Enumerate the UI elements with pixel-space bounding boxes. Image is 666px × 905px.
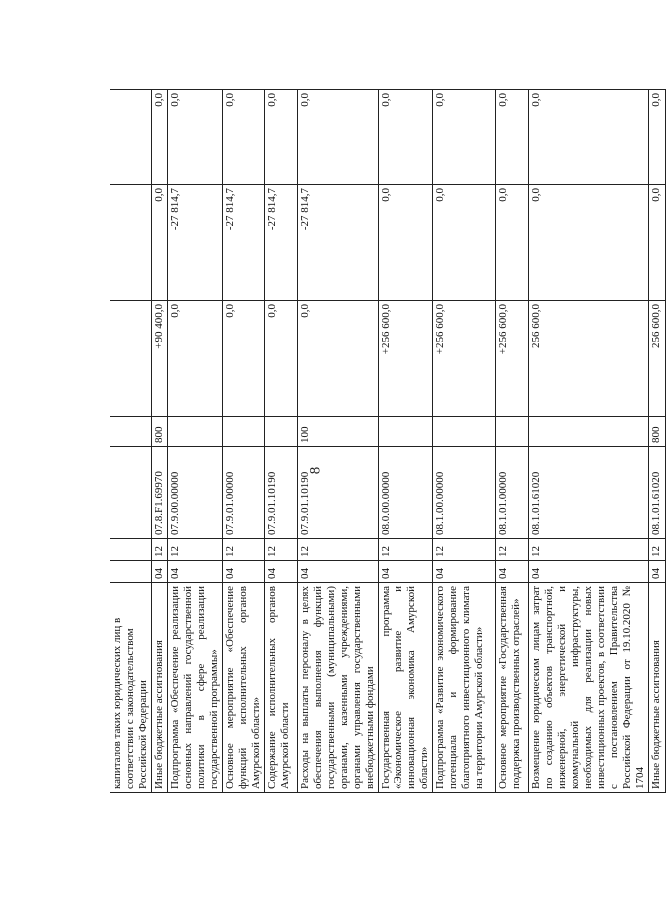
expense-type-code [264,417,297,447]
amount-column-3: 0,0 [496,90,529,185]
table-row [378,90,433,793]
amount-column-2: -27 814,7 [264,185,297,301]
target-article-code: 07.9.01.10190 [264,447,297,539]
table-row [222,90,264,793]
row-description: Подпрограмма «Развитие экономического потенциала и формирование благоприятного инвестиционного климата на территории Амурской области» [433,583,496,793]
subsection-code: 12 [378,539,433,561]
table-row [433,90,496,793]
amount-column-3: 0,0 [529,90,649,185]
amount-column-1: 256 600,0 [649,301,666,417]
target-article-code: 08.1.01.00000 [496,447,529,539]
expense-type-code [496,417,529,447]
row-description: Подпрограмма «Обеспечение реализации основных направлений государственной политики в сфере реализации государственной программы» [167,583,222,793]
row-description: Иные бюджетные ассигнования [649,583,666,793]
table-row [529,90,649,793]
section-code: 04 [529,561,649,583]
row-description: Основное мероприятие «Государственная поддержка производственных отраслей» [496,583,529,793]
subsection-code: 12 [167,539,222,561]
subsection-code: 12 [433,539,496,561]
expense-type-code [378,417,433,447]
table-row [264,90,297,793]
target-article-code: 08.0.00.00000 [378,447,433,539]
target-article-code: 07.9.01.10190 [297,447,378,539]
section-code: 04 [433,561,496,583]
amount-column-3: 0,0 [433,90,496,185]
table-row [649,90,666,793]
subsection-code [110,539,151,561]
target-article-code [110,447,151,539]
expense-type-code: 100 [297,417,378,447]
row-description: Основное мероприятие «Обеспечение функций исполнительных органов Амурской области» [222,583,264,793]
target-article-code: 08.1.01.61020 [649,447,666,539]
expense-type-code [433,417,496,447]
table-row [167,90,222,793]
section-code: 04 [264,561,297,583]
amount-column-3 [110,90,151,185]
amount-column-1: +256 600,0 [433,301,496,417]
subsection-code: 12 [222,539,264,561]
amount-column-2: 0,0 [433,185,496,301]
section-code: 04 [297,561,378,583]
amount-column-1: 0,0 [222,301,264,417]
target-article-code: 07.9.01.00000 [222,447,264,539]
row-description: Расходы на выплаты персоналу в целях обеспечения выполнения функций государственными (муниципальными) органами, казенными учреждениями, органами управления государственными внебюджетными фондами [297,583,378,793]
amount-column-3: 0,0 [264,90,297,185]
expense-type-code [529,417,649,447]
table-row [297,90,378,793]
expense-type-code: 800 [649,417,666,447]
row-description: Иные бюджетные ассигнования [151,583,167,793]
row-description: Содержание исполнительных органов Амурской области [264,583,297,793]
row-description: Возмещение юридическим лицам затрат по созданию объектов транспортной, инженерной, энергетической и коммунальной инфраструктуры, необходимых для реализации новых инвестиционных проектов, в соответствии с постановлением Правительства Российской Федерации от 19.10.2020 № 1704 [529,583,649,793]
amount-column-1: 0,0 [264,301,297,417]
table-row [496,90,529,793]
amount-column-1: +90 400,0 [151,301,167,417]
amount-column-2: -27 814,7 [297,185,378,301]
subsection-code: 12 [151,539,167,561]
amount-column-1: 0,0 [167,301,222,417]
amount-column-2: 0,0 [151,185,167,301]
amount-column-2: 0,0 [496,185,529,301]
expense-type-code [167,417,222,447]
amount-column-2: 0,0 [649,185,666,301]
target-article-code: 07.8.F1.69970 [151,447,167,539]
amount-column-2: -27 814,7 [222,185,264,301]
amount-column-2 [110,185,151,301]
subsection-code: 12 [649,539,666,561]
amount-column-3: 0,0 [649,90,666,185]
subsection-code: 12 [297,539,378,561]
budget-table-rotated [110,90,663,793]
section-code: 04 [222,561,264,583]
amount-column-3: 0,0 [222,90,264,185]
subsection-code: 12 [496,539,529,561]
section-code: 04 [649,561,666,583]
row-description: капиталов таких юридических лиц в соответствии с законодательством Российской Федерации [110,583,151,793]
amount-column-3: 0,0 [151,90,167,185]
expense-type-code: 800 [151,417,167,447]
amount-column-2: 0,0 [529,185,649,301]
amount-column-2: 0,0 [378,185,433,301]
row-description: Государственная программа «Экономическое развитие и инновационная экономика Амурской области» [378,583,433,793]
amount-column-2: -27 814,7 [167,185,222,301]
subsection-code: 12 [529,539,649,561]
amount-column-1: 256 600,0 [529,301,649,417]
target-article-code: 07.9.00.00000 [167,447,222,539]
section-code: 04 [167,561,222,583]
page-number: 8 [307,466,324,475]
section-code: 04 [378,561,433,583]
table-row [110,90,151,793]
section-code: 04 [496,561,529,583]
target-article-code: 08.1.00.00000 [433,447,496,539]
expense-type-code [222,417,264,447]
target-article-code: 08.1.01.61020 [529,447,649,539]
amount-column-3: 0,0 [297,90,378,185]
amount-column-1: +256 600,0 [496,301,529,417]
subsection-code: 12 [264,539,297,561]
amount-column-1: +256 600,0 [378,301,433,417]
amount-column-1: 0,0 [297,301,378,417]
amount-column-3: 0,0 [167,90,222,185]
amount-column-1 [110,301,151,417]
section-code: 04 [151,561,167,583]
section-code [110,561,151,583]
expense-type-code [110,417,151,447]
budget-table [110,89,666,793]
amount-column-3: 0,0 [378,90,433,185]
table-row [151,90,167,793]
